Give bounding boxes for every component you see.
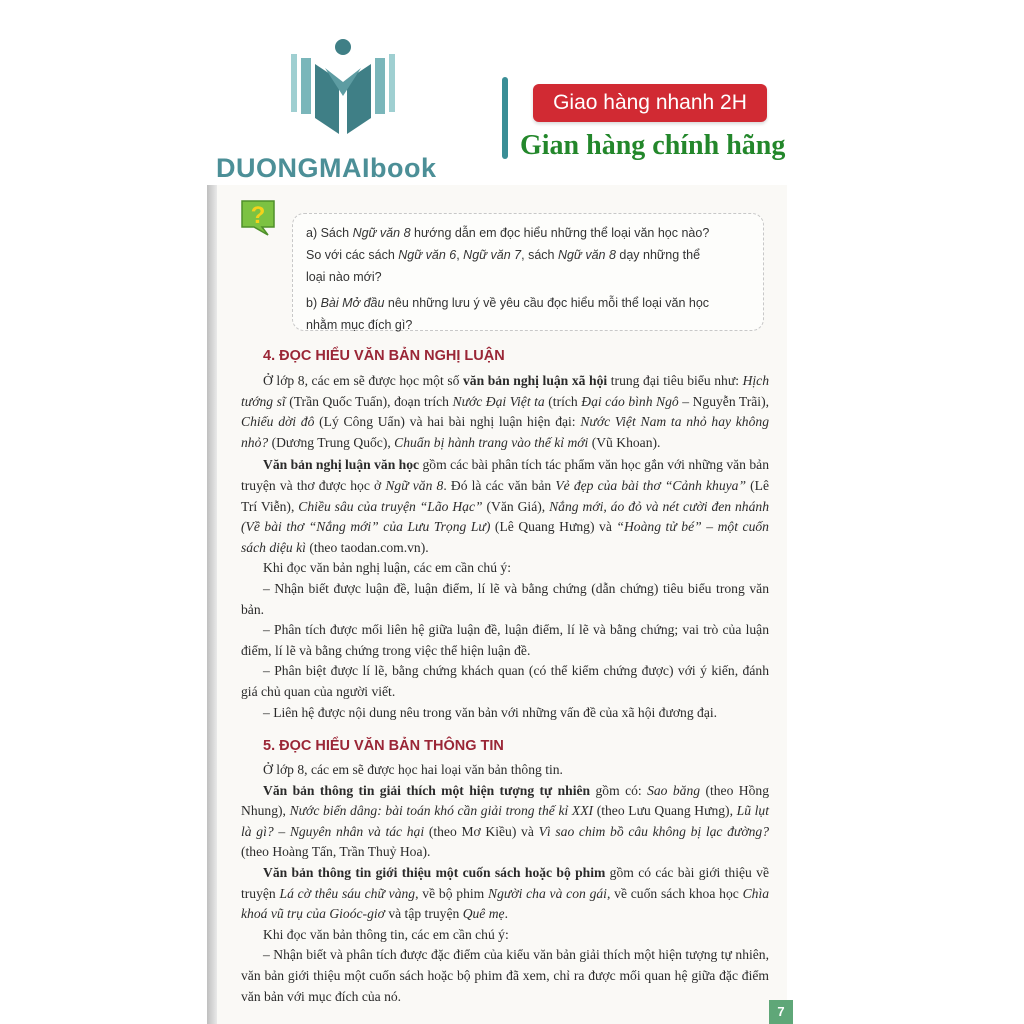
section-5-paragraph-1: Ở lớp 8, các em sẽ được học hai loại văn bản thông tin.	[263, 762, 563, 777]
book-reader-logo-icon	[283, 38, 403, 138]
question-a-line3: loại nào mới?	[306, 270, 382, 285]
section-5-bullet: – Nhận biết và phân tích được đặc điểm của kiểu văn bản giải thích một hiện tượng tự nhiên, văn bản giới thiệu một cuốn sách hoặc bộ phim đã xem, chỉ ra được mối quan hệ giữa đặc điểm văn bản với mục đích của nó.	[241, 947, 769, 1004]
section-4-bullet: – Nhận biết được luận đề, luận điểm, lí lẽ và bằng chứng (dẫn chứng) tiêu biểu trong văn bản.	[241, 580, 769, 617]
fast-shipping-badge: Giao hàng nhanh 2H	[533, 84, 767, 122]
header-divider	[502, 77, 508, 159]
question-box	[292, 213, 764, 331]
section-4-paragraph-1: Ở lớp 8, các em sẽ được học một số văn bản nghị luận xã hội trung đại tiêu biểu như: Hịch tướng sĩ (Trần Quốc Tuấn), đoạn trích Nước Đại Việt ta (trích Đại cáo bình Ngô – Nguyễn Trãi), Chiếu dời đô (Lý Công Uẩn) và hai bài nghị luận hiện đại: Nước Việt Nam ta nhỏ hay không nhỏ? (Dương Trung Quốc), Chuẩn bị hành trang vào thế kỉ mới (Vũ Khoan).	[241, 373, 770, 450]
question-b-line2: nhằm mục đích gì?	[306, 317, 413, 332]
section-5-body	[241, 760, 769, 1007]
question-mark-icon	[238, 197, 278, 237]
brand-name: DUONGMAIbook	[216, 153, 437, 183]
question-a-line2: So với các sách Ngữ văn 6, Ngữ văn 7, sách Ngữ văn 8 dạy những thể	[306, 248, 701, 263]
section-5-note-intro: Khi đọc văn bản thông tin, các em cần chú ý:	[263, 926, 509, 942]
svg-text:?: ?	[250, 202, 266, 229]
official-store-label: Gian hàng chính hãng	[520, 130, 786, 161]
question-a: a) Sách Ngữ văn 8 hướng dẫn em đọc hiểu những thể loại văn học nào?	[306, 226, 710, 240]
page-number: 7	[769, 1000, 793, 1024]
section-4-bullet: – Phân tích được mối liên hệ giữa luận đề, luận điểm, lí lẽ và bằng chứng; vai trò của luận điểm, lí lẽ và bằng chứng trong việc thể hiện luận đề.	[241, 622, 769, 658]
section-5-paragraph-2: Văn bản thông tin giải thích một hiện tượng tự nhiên gồm có: Sao băng (theo Hồng Nhung), Nước biển dâng: bài toán khó cần giải trong thế kỉ XXI (theo Lưu Quang Hưng), Lũ lụt là gì? – Nguyên nhân và tác hại (theo Mơ Kiều) và Vì sao chim bồ câu không bị lạc đường? (theo Hoàng Tấn, Trần Thuỷ Hoa).	[241, 782, 769, 860]
section-4-paragraph-2: Văn bản nghị luận văn học gồm các bài phân tích tác phẩm văn học gắn với những văn bản truyện và thơ được học ở Ngữ văn 8. Đó là các văn bản Vẻ đẹp của bài thơ “Cảnh khuya” (Lê Trí Viễn), Chiều sâu của truyện “Lão Hạc” (Văn Giá), Nắng mới, áo đỏ và nét cười đen nhánh (Về bài thơ “Nắng mới” của Lưu Trọng Lư) (Lê Quang Hưng) và “Hoàng tử bé” – một cuốn sách diệu kì (theo taodan.com.vn).	[241, 457, 770, 555]
section-4-body	[241, 371, 769, 723]
section-4-heading: 4. ĐỌC HIỂU VĂN BẢN NGHỊ LUẬN	[263, 348, 505, 364]
book-spine-shadow	[207, 185, 217, 1024]
section-5-heading: 5. ĐỌC HIỂU VĂN BẢN THÔNG TIN	[263, 738, 504, 754]
question-b: b) Bài Mở đầu nêu những lưu ý về yêu cầu đọc hiểu mỗi thể loại văn học	[306, 295, 710, 310]
section-4-bullet: – Liên hệ được nội dung nêu trong văn bản với những vấn đề của xã hội đương đại.	[263, 704, 718, 720]
section-5-paragraph-3: Văn bản thông tin giới thiệu một cuốn sách hoặc bộ phim gồm có các bài giới thiệu về truyện Lá cờ thêu sáu chữ vàng, về bộ phim Người cha và con gái, về cuốn sách khoa học Chìa khoá vũ trụ của Gioóc-giơ và tập truyện Quê mẹ.	[241, 864, 770, 922]
section-4-note-intro: Khi đọc văn bản nghị luận, các em cần chú ý:	[263, 560, 511, 576]
section-4-bullet: – Phân biệt được lí lẽ, bằng chứng khách quan (có thể kiểm chứng được) với ý kiến, đánh giá chủ quan của người viết.	[241, 663, 769, 699]
